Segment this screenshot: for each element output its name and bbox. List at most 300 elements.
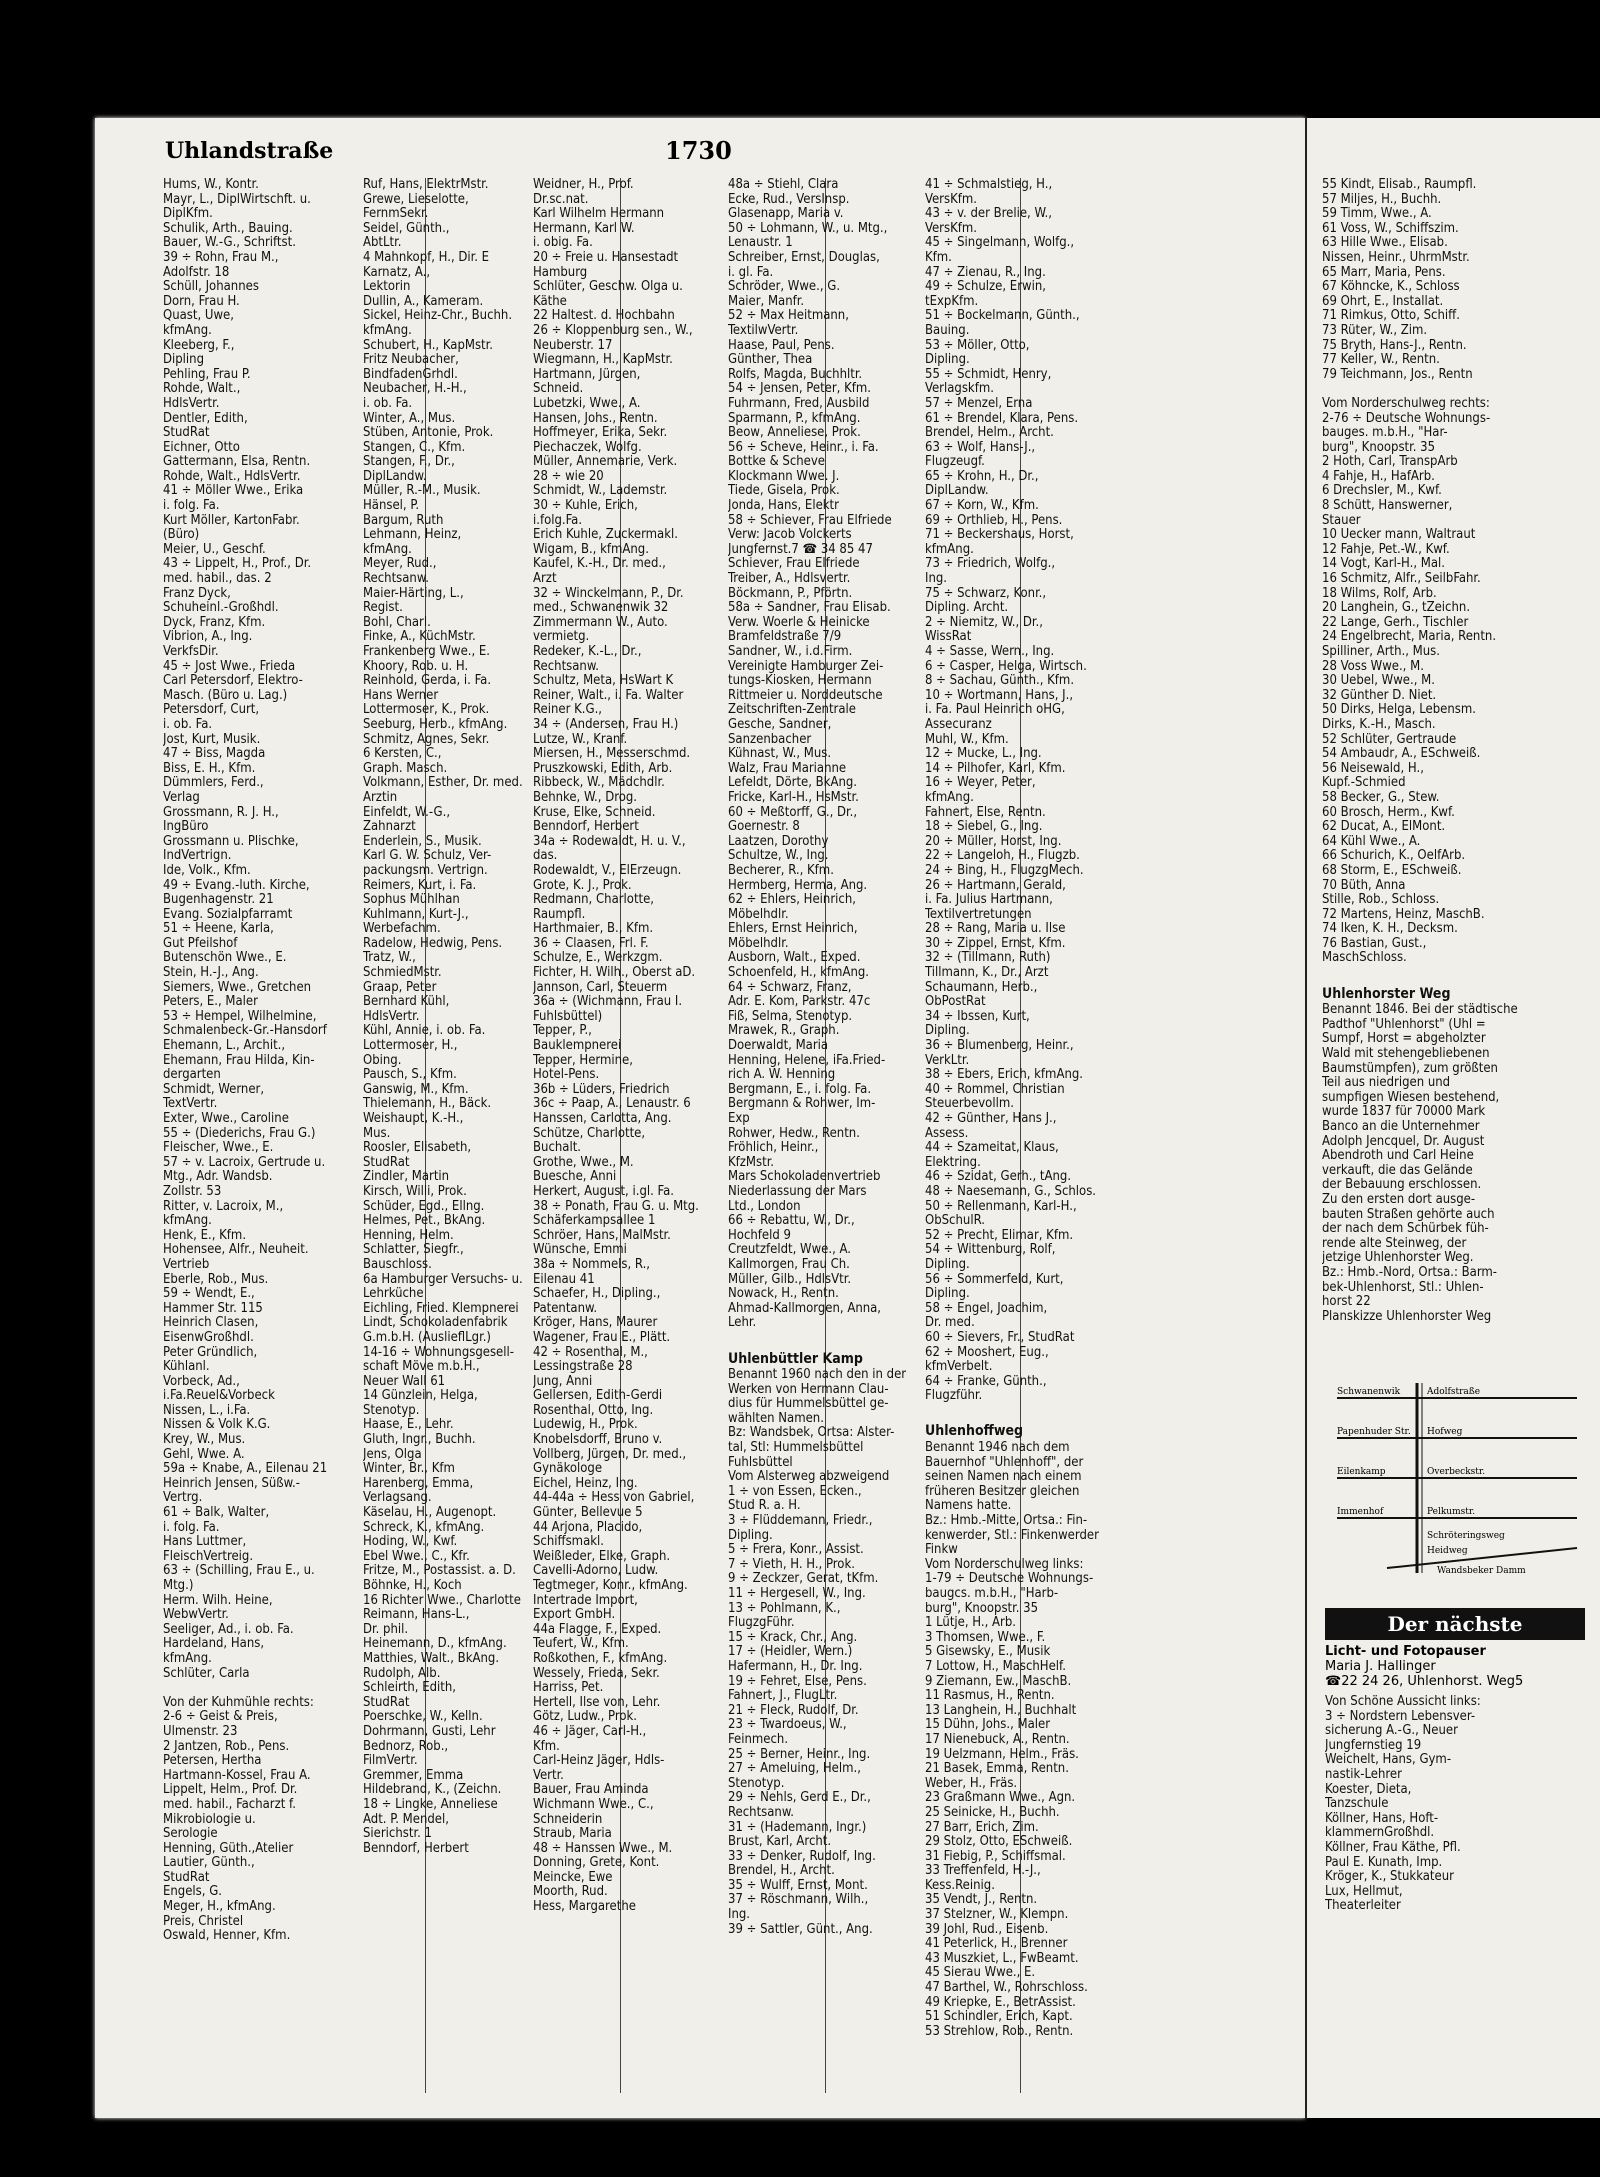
entry-line: 67 ÷ Korn, W., Kfm. (925, 499, 1039, 514)
entry-line: StudRat (363, 1695, 410, 1710)
entry-line: 38 ÷ Ponath, Frau G. u. Mtg. (533, 1199, 699, 1214)
entry-line: Rohde, Walt., (163, 382, 241, 397)
entry-line: 21 ÷ Fleck, Rudolf, Dr. (728, 1703, 859, 1718)
entry-line: Rechtsanw. (363, 572, 429, 587)
entry-line: Zu den ersten dort ausge- (1322, 1192, 1476, 1207)
entry-line: 13 Langhein, H., Buchhalt (925, 1703, 1077, 1718)
entry-line: Lenaustr. 1 (728, 236, 793, 251)
entry-line: 50 ÷ Rellenmann, Karl-H., (925, 1199, 1077, 1214)
entry-line: Weichelt, Hans, Gym- (1325, 1753, 1452, 1768)
entry-line: Steuerbevollm. (925, 1097, 1014, 1112)
entry-line: Beow, Anneliese, Prok. (728, 426, 861, 441)
entry-line: 34a ÷ Rodewaldt, H. u. V., (533, 834, 686, 849)
entry-line: Neuberstr. 17 (533, 338, 613, 353)
entry-line: 54 ÷ Jensen, Peter, Kfm. (728, 382, 871, 397)
column-5 (925, 178, 1185, 2039)
entry-line: 11 ÷ Hergesell, W., Ing. (728, 1587, 866, 1601)
entry-line: Preis, Christel (163, 1914, 244, 1929)
entry-line: Rolfs, Magda, Buchhltr. (728, 367, 863, 382)
entry-line: i. Fa. Paul Heinrich oHG, (925, 703, 1065, 718)
entry-line: ObSchulR. (925, 1214, 985, 1229)
entry-line: Mtg.) (163, 1579, 194, 1593)
entry-line: Schiffsmakl. (533, 1535, 604, 1550)
entry-line: 54 Ambaudr, A., ESchweiß. (1322, 747, 1481, 762)
entry-line: Hans Werner (363, 688, 439, 703)
entry-line: 32 ÷ (Tillmann, Ruth) (925, 951, 1051, 966)
entry-line: Grote, K. J., Prok. (533, 878, 632, 893)
entry-line: 19 Uelzmann, Helm., Fräs. (925, 1747, 1079, 1762)
entry-line: 44 Arjona, Placido, (533, 1520, 643, 1535)
entry-line: burg", Knoopstr. 35 (1322, 440, 1436, 455)
street-map (1327, 1378, 1582, 1578)
entry-line: 61 Voss, W., Schiffszim. (1322, 221, 1459, 236)
entry-line: Mus. (363, 1126, 391, 1141)
entry-line: Dümmlers, Ferd., (163, 776, 264, 791)
entry-line: Henk, E., Kfm. (163, 1228, 247, 1243)
entry-line: 22 ÷ Langeloh, H., Flugzb. (925, 849, 1080, 864)
entry-line: bauges. m.b.H., "Har- (1322, 426, 1448, 441)
entry-line: FleischVertreig. (163, 1549, 254, 1564)
entry-line: Grothe, Wwe., M. (533, 1155, 634, 1170)
entry-line: Nissen & Volk K.G. (163, 1418, 271, 1433)
entry-line: Textilvertretungen (925, 907, 1032, 922)
entry-line: Theaterleiter (1325, 1899, 1401, 1914)
entry-line: 13 ÷ Pohlmann, K., (728, 1601, 841, 1616)
entry-line: Ebel Wwe., C., Kfr. (363, 1549, 470, 1564)
entry-line: Quast, Uwe, (163, 309, 234, 324)
entry-line: i. folg. Fa. (163, 499, 220, 514)
entry-line: Ulmenstr. 23 (163, 1724, 238, 1739)
entry-line: Kurt Möller, KartonFabr. (163, 513, 300, 528)
entry-line: Schmidt, W., Lademstr. (533, 484, 668, 499)
entry-line: Lutze, W., Kranf. (533, 732, 628, 747)
entry-line: Hums, W., Kontr. (163, 178, 259, 192)
entry-line: Hafermann, H., Dr. Ing. (728, 1659, 863, 1674)
entry-line: 63 ÷ (Schilling, Frau E., u. (163, 1564, 315, 1579)
entry-line: 22 Lange, Gerh., Tischler (1322, 615, 1469, 630)
entry-line: Jungfernstieg 19 (1325, 1738, 1422, 1753)
entry-line: Benannt 1946 nach dem (925, 1441, 1070, 1456)
entry-line: Dullin, A., Kameram. (363, 294, 484, 309)
entry-line: früheren Besitzer gleichen (925, 1484, 1080, 1499)
entry-line: Niederlassung der Mars (728, 1184, 867, 1199)
entry-line: Gattermann, Elsa, Rentn. (163, 455, 311, 470)
entry-line: 14 Vogt, Karl-H., Mal. (1322, 557, 1445, 572)
entry-line: Schoenfeld, H., kfmAng. (728, 966, 869, 981)
entry-line: 24 Engelbrecht, Maria, Rentn. (1322, 630, 1497, 645)
entry-line: Henning, Helene, iFa.Fried- (728, 1053, 886, 1068)
entry-line: Jannson, Carl, Steuerm (533, 980, 668, 995)
entry-line: Ahmad-Kallmorgen, Anna, (728, 1301, 882, 1316)
entry-line: Jost, Kurt, Musik. (163, 732, 261, 747)
entry-line: Fichter, H. Wilh., Oberst aD. (533, 966, 696, 981)
entry-line: Serologie (163, 1827, 218, 1842)
entry-line: Ing. (925, 572, 948, 587)
entry-line: 71 ÷ Beckershaus, Horst, (925, 528, 1074, 543)
entry-line: Sparmann, P., kfmAng. (728, 411, 861, 426)
entry-line: Schuheinl.-Großhdl. (163, 601, 279, 616)
entry-line: Kaufel, K.-H., Dr. med., (533, 557, 666, 572)
entry-line: 56 Neisewald, H., (1322, 761, 1424, 776)
entry-line: Sandner, W., i.d.Firm. (728, 645, 853, 659)
entry-line: Von der Kuhmühle rechts: (163, 1695, 314, 1710)
entry-line: med. habil., Facharzt f. (163, 1797, 296, 1812)
map-label: Pelkumstr. (1427, 1507, 1476, 1517)
entry-line: 20 ÷ Freie u. Hansestadt (533, 250, 679, 265)
entry-line: (Büro) (163, 528, 200, 543)
entry-line: Meier, U., Geschf. (163, 542, 266, 557)
entry-line: 28 ÷ Rang, Maria u. Ilse (925, 922, 1066, 937)
entry-line: 55 Kindt, Elisab., Raumpfl. (1322, 178, 1477, 192)
entry-line: sumpfigen Wiesen bestehend, (1322, 1090, 1500, 1105)
entry-line: Banco an die Unternehmer (1322, 1120, 1480, 1134)
entry-line: horst 22 (1322, 1295, 1371, 1310)
entry-line: 65 ÷ Krohn, H., Dr., (925, 469, 1039, 484)
entry-line: Gut Pfeilshof (163, 936, 238, 951)
entry-line: Goernestr. 8 (728, 820, 800, 835)
entry-line: 6 Kersten, C., (363, 747, 442, 762)
entry-line: 58a ÷ Sandner, Frau Elisab. (728, 601, 891, 616)
entry-line (728, 1331, 958, 1346)
entry-line: 46 ÷ Jäger, Carl-H., (533, 1724, 647, 1739)
entry-line: i.Fa.Reuel&Vorbeck (163, 1389, 275, 1404)
entry-line: Flugzführ. (925, 1389, 983, 1404)
entry-line: 29 Stolz, Otto, ESchweiß. (925, 1835, 1073, 1850)
entry-line: 61 ÷ Balk, Walter, (163, 1506, 270, 1521)
entry-line: Hermberg, Herma, Ang. (728, 878, 868, 893)
entry-line: 2-6 ÷ Geist & Preis, (163, 1710, 278, 1725)
entry-line: 46 ÷ Szidat, Gerh., tAng. (925, 1170, 1072, 1185)
entry-line: Haase, Paul, Pens. (728, 338, 835, 353)
entry-line: Hans Luttmer, (163, 1535, 247, 1550)
entry-line: Wiegmann, H., KapMstr. (533, 353, 673, 368)
entry-line: Herm. Wilh. Heine, (163, 1593, 273, 1608)
entry-line: Dipling. (925, 1257, 970, 1272)
entry-line: Günter, Bellevue 5 (533, 1506, 643, 1521)
entry-line: Nowack, H., Rentn. (728, 1287, 839, 1302)
entry-line: sicherung A.-G., Neuer (1325, 1724, 1458, 1739)
entry-line: Eichner, Otto (163, 440, 240, 455)
entry-line: 79 Teichmann, Jos., Rentn (1322, 367, 1473, 382)
entry-line: Lehr. (728, 1316, 757, 1331)
entry-line: Bz: Wandsbek, Ortsa: Alster- (728, 1426, 895, 1441)
entry-line: Köllner, Hans, Hoft- (1325, 1811, 1439, 1826)
entry-line: Schulze, E., Werkzgm. (533, 951, 663, 966)
entry-line: Paul E. Kunath, Imp. (1325, 1855, 1443, 1870)
entry-line: StudRat (163, 426, 210, 441)
entry-line: Intertrade Import, (533, 1593, 638, 1608)
entry-line: Hardeland, Hans, (163, 1637, 265, 1652)
entry-line: Schüll, Johannes (163, 280, 259, 295)
entry-line: 38 ÷ Ebers, Erich, kfmAng. (925, 1068, 1083, 1083)
entry-line: Vollberg, Jürgen, Dr. med., (533, 1447, 687, 1462)
entry-line: G.m.b.H. (AuslieflLgr.) (363, 1330, 491, 1345)
entry-line: Möbelhdlr. (728, 936, 789, 951)
entry-line: Ribbeck, W., Mädchdlr. (533, 776, 665, 791)
entry-line: TextVertr. (163, 1097, 218, 1112)
entry-line: Rodewaldt, V., ElErzeugn. (533, 863, 682, 878)
entry-line: Schiever, Frau Elfriede (728, 557, 860, 572)
entry-line: VersKfm. (925, 192, 977, 207)
entry-line: Assess. (925, 1126, 969, 1141)
entry-line: 64 Kühl Wwe., A. (1322, 834, 1421, 849)
entry-line: Gluth, Ingr., Buchh. (363, 1433, 476, 1448)
entry-line: Krey, W., Mus. (163, 1433, 246, 1448)
entry-line: 62 ÷ Mooshert, Eug., (925, 1345, 1049, 1360)
entry-line: Vereinigte Hamburger Zei- (728, 659, 884, 674)
entry-line: Wigam, B., kfmAng. (533, 542, 649, 557)
entry-line: i. gl. Fa. (728, 265, 774, 280)
entry-line: Meger, H., kfmAng. (163, 1900, 276, 1915)
entry-line: Rohwer, Hedw., Rentn. (728, 1126, 860, 1141)
entry-line: Verw: Jacob Volckerts (728, 528, 852, 543)
entry-line: Tillmann, K., Dr., Arzt (925, 966, 1049, 981)
entry-line: Meincke, Ewe (533, 1870, 613, 1885)
entry-line: Schütze, Charlotte, (533, 1126, 646, 1141)
entry-line: Fuhrmann, Fred, Ausbild (728, 396, 870, 411)
entry-line: Neubacher, H.-H., (363, 382, 467, 397)
entry-line: SchmiedMstr. (363, 966, 442, 981)
entry-line: Walz, Frau Marianne (728, 761, 847, 776)
entry-line: Zahnarzt (363, 820, 416, 835)
entry-line: Wichmann Wwe., C., (533, 1797, 654, 1812)
entry-line: Vibrion, A., Ing. (163, 630, 253, 645)
entry-line: Heinrich Clasen, (163, 1316, 259, 1331)
entry-line: 39 ÷ Sattler, Günt., Ang. (728, 1922, 873, 1937)
entry-line: Jonda, Hans, Elektr (728, 499, 839, 514)
entry-line: Jens, Olga (363, 1447, 422, 1462)
entry-line: 27 ÷ Ameluing, Helm., (728, 1762, 861, 1777)
entry-line: Mtg., Adr. Wandsb. (163, 1170, 273, 1185)
entry-line: Arzt (533, 572, 557, 587)
entry-line: Götz, Ludw., Prok. (533, 1710, 637, 1725)
entry-line: wählten Namen. (728, 1411, 824, 1426)
entry-line: kfmAng. (163, 1214, 212, 1229)
entry-line: 49 Kriepke, E., BetrAssist. (925, 1995, 1076, 2010)
entry-line: Schüder, Egd., Ellng. (363, 1199, 485, 1214)
entry-line: 53 ÷ Möller, Otto, (925, 338, 1030, 353)
entry-line: Export GmbH. (533, 1608, 616, 1623)
entry-line: Buchalt. (533, 1141, 581, 1156)
entry-line: Vertrieb (163, 1257, 210, 1272)
next-page-fragment (1305, 118, 1600, 2118)
entry-line: Gellersen, Edith-Gerdi (533, 1389, 663, 1404)
entry-line: burg", Knoopstr. 35 (925, 1601, 1039, 1616)
entry-line: Fuhlsbüttel) (533, 1009, 603, 1024)
entry-line: 27 Barr, Erich, Zim. (925, 1820, 1039, 1835)
entry-line: ObPostRat (925, 995, 986, 1010)
advert-line: Licht- und Fotopauser (1325, 1644, 1486, 1659)
section-title: Uhlenhorster Weg (1322, 986, 1451, 1002)
entry-line: Ecke, Rud., VersInsp. (728, 192, 850, 207)
entry-line: 37 ÷ Röschmann, Wilh., (728, 1893, 869, 1908)
entry-line: 35 Vendt, J., Rentn. (925, 1893, 1038, 1908)
section-title: Uhlenbüttler Kamp (728, 1351, 863, 1367)
entry-line: Petersen, Hertha (163, 1754, 262, 1769)
entry-line: Hammer Str. 115 (163, 1301, 263, 1316)
entry-line: 55 ÷ (Diederichs, Frau G.) (163, 1126, 316, 1141)
entry-line: Reiner K.G., (533, 703, 602, 718)
entry-line: 28 ÷ wie 20 (533, 469, 604, 484)
entry-line: Rosenthal, Otto, Ing. (533, 1403, 654, 1418)
entry-line: Ing. (728, 1908, 751, 1923)
entry-line: WebwVertr. (163, 1608, 229, 1623)
entry-line: Butenschön Wwe., E. (163, 951, 287, 966)
entry-line: Lehmann, Heinz, (363, 528, 462, 543)
entry-line: 66 ÷ Rebattu, W., Dr., (728, 1214, 855, 1229)
entry-line: Benannt 1960 nach den in der (728, 1368, 907, 1383)
entry-line: Lux, Hellmut, (1325, 1884, 1403, 1899)
entry-line: Stille, Rob., Schloss. (1322, 893, 1440, 908)
entry-line: 49 ÷ Evang.-luth. Kirche, (163, 878, 310, 893)
entry-line: 53 ÷ Hempel, Wilhelmine, (163, 1009, 317, 1024)
entry-line: vermietg. (533, 630, 590, 645)
entry-line: Kess.Reinig. (925, 1878, 995, 1893)
entry-line: 5 Gisewsky, E., Musik (925, 1645, 1051, 1660)
entry-line: kenwerder, Stl.: Finkenwerder (925, 1528, 1099, 1543)
entry-line: Biss, E. H., Kfm. (163, 761, 256, 776)
entry-line: tungs-Kiosken, Hermann (728, 674, 872, 689)
entry-line: 28 Voss Wwe., M. (1322, 659, 1424, 674)
entry-line: Abendroth und Carl Heine (1322, 1149, 1474, 1164)
entry-line: Günther, Thea (728, 353, 813, 368)
entry-line: Thielemann, H., Bäck. (363, 1097, 492, 1112)
entry-line: Obing. (363, 1053, 402, 1068)
entry-line: 47 ÷ Zienau, R., Ing. (925, 265, 1046, 280)
entry-line: Ausborn, Walt., Exped. (728, 951, 861, 966)
entry-line: Stangen, F., Dr., (363, 455, 455, 470)
entry-line: 16 Schmitz, Alfr., SeilbFahr. (1322, 572, 1481, 587)
entry-line: 5 ÷ Frera, Konr., Assist. (728, 1543, 864, 1558)
entry-line: Peters, E., Maler (163, 995, 258, 1010)
entry-line: 38a ÷ Nommels, R., (533, 1257, 651, 1272)
entry-line: 4 Fahje, H., HafArb. (1322, 469, 1435, 484)
entry-line: Lindt, Schokoladenfabrik (363, 1316, 508, 1331)
entry-line: der Bebauung erschlossen. (1322, 1178, 1482, 1193)
entry-line: tExpKfm. (925, 294, 979, 309)
entry-line: Lautier, Günth., (163, 1856, 255, 1871)
entry-line: 76 Bastian, Gust., (1322, 936, 1427, 951)
entry-line: 10 Uecker mann, Waltraut (1322, 528, 1476, 543)
entry-line: 7 ÷ Vieth, H. H., Prok. (728, 1557, 855, 1572)
entry-line: Helmes, Pet., BkAng. (363, 1214, 486, 1229)
entry-line: Exter, Wwe., Caroline (163, 1112, 289, 1126)
entry-line: Eichel, Heinz, Ing. (533, 1476, 638, 1491)
entry-line: Dipling (163, 353, 205, 368)
entry-line: 26 ÷ Kloppenburg sen., W., (533, 323, 693, 338)
entry-line: Teufert, W., Kfm. (533, 1637, 629, 1652)
entry-line: Graph. Masch. (363, 761, 448, 776)
entry-line: 48 ÷ Hanssen Wwe., M. (533, 1841, 673, 1856)
entry-line: 58 ÷ Schiever, Frau Elfriede (728, 513, 892, 528)
entry-line: 6a Hamburger Versuchs- u. (363, 1272, 523, 1287)
entry-line: Stenotyp. (728, 1776, 785, 1791)
entry-line: Ganswig, M., Kfm. (363, 1082, 469, 1097)
entry-line: Von Schöne Aussicht links: (1325, 1695, 1481, 1709)
entry-line: Donning, Grete, Kont. (533, 1856, 660, 1871)
entry-line: 17 Nienebuck, A., Rentn. (925, 1732, 1070, 1747)
entry-line: 31 ÷ (Hademann, Ingr.) (728, 1820, 867, 1835)
entry-line: Dyck, Franz, Kfm. (163, 615, 266, 630)
entry-line: Stenotyp. (363, 1403, 420, 1418)
entry-line: Dr. med. (925, 1316, 975, 1331)
entry-line: 1-79 ÷ Deutsche Wohnungs- (925, 1572, 1094, 1587)
entry-line: Mars Schokoladenvertrieb (728, 1170, 881, 1185)
entry-line: HdlsVertr. (363, 1009, 420, 1024)
entry-line: 55 ÷ Schmidt, Henry, (925, 367, 1052, 382)
entry-line: i. Fa. Julius Hartmann, (925, 893, 1053, 908)
entry-line: Müller, Annemarie, Verk. (533, 455, 678, 470)
entry-line: Pausch, S., Kfm. (363, 1068, 457, 1083)
entry-line: 22 Haltest. d. Hochbahn (533, 309, 675, 324)
entry-line: 62 Ducat, A., ElMont. (1322, 820, 1446, 835)
entry-line: Roßkothen, F., kfmAng. (533, 1651, 668, 1666)
entry-line: 43 Muszkiet, L., FwBeamt. (925, 1951, 1079, 1966)
entry-line: DiplLandw. (925, 484, 989, 499)
entry-line: FilmVertr. (363, 1754, 418, 1769)
entry-line: Matthies, Walt., BkAng. (363, 1651, 500, 1666)
entry-line: Hoffmeyer, Erika, Sekr. (533, 426, 668, 441)
entry-line: 47 ÷ Biss, Magda (163, 747, 266, 762)
entry-line: Wagener, Frau E., Plätt. (533, 1330, 671, 1345)
entry-line: Graap, Peter (363, 980, 437, 995)
entry-line: Tepper, P., (533, 1024, 592, 1039)
entry-line: 20 Langhein, G., tZeichn. (1322, 601, 1471, 616)
entry-line: 66 Schurich, K., OelfArb. (1322, 849, 1466, 864)
entry-line: Regist. (363, 601, 403, 616)
entry-line: 14 Günzlein, Helga, (363, 1389, 478, 1404)
entry-line: Herkert, August, i.gl. Fa. (533, 1184, 674, 1199)
entry-line: verkauft, die das Gelände (1322, 1163, 1473, 1178)
entry-line: 48a ÷ Stiehl, Clara (728, 178, 839, 192)
entry-line: Kallmorgen, Frau Ch. (728, 1257, 850, 1272)
entry-line: Fricke, Karl-H., HsMstr. (728, 790, 859, 805)
entry-line: 69 ÷ Orthlieb, H., Pens. (925, 513, 1063, 528)
entry-line: Enderlein, S., Musik. (363, 834, 482, 849)
entry-line: Hänsel, P. (363, 499, 420, 514)
entry-line: Dentler, Edith, (163, 411, 248, 426)
entry-line: rich A. W. Henning (728, 1068, 836, 1083)
entry-line: Wald mit stehengebliebenen (1322, 1047, 1490, 1062)
entry-line: Sanzenbacher (728, 732, 812, 747)
entry-line: 49 ÷ Schulze, Erwin, (925, 280, 1046, 295)
entry-line: med. habil., das. 2 (163, 572, 272, 587)
entry-line: 57 ÷ v. Lacroix, Gertrude u. (163, 1155, 326, 1170)
entry-line: Ehlers, Ernst Heinrich, (728, 922, 858, 937)
entry-line: i.folg.Fa. (533, 513, 583, 528)
entry-line: Eilenau 41 (533, 1272, 595, 1287)
entry-line: dergarten (163, 1068, 221, 1083)
entry-line: Carl Petersdorf, Elektro- (163, 674, 303, 689)
entry-line: 9 ÷ Zeckzer, Gerat, tKfm. (728, 1572, 879, 1587)
entry-line: IngBüro (163, 820, 209, 835)
entry-line: 9 Ziemann, Ew., MaschB. (925, 1674, 1072, 1689)
entry-line: Tepper, Hermine, (533, 1053, 633, 1068)
entry-line: 12 ÷ Mucke, L., Ing. (925, 747, 1042, 762)
entry-line: Bargum, Ruth (363, 513, 444, 528)
entry-line: BindfadenGrhdl. (363, 367, 458, 382)
entry-line: 30 Uebel, Wwe., M. (1322, 674, 1435, 689)
entry-line: Bauer, Frau Aminda (533, 1783, 649, 1798)
map-label: Heidweg (1427, 1546, 1468, 1556)
entry-line: i. obig. Fa. (533, 236, 593, 251)
entry-line: AbtLtr. (363, 236, 402, 251)
entry-line: DiplKfm. (163, 207, 213, 222)
entry-line: Poerschke, W., Kelln. (363, 1710, 483, 1725)
entry-line: StudRat (363, 1155, 410, 1170)
entry-line: 57 ÷ Menzel, Erna (925, 396, 1033, 411)
entry-line: Schaumann, Herb., (925, 980, 1038, 995)
